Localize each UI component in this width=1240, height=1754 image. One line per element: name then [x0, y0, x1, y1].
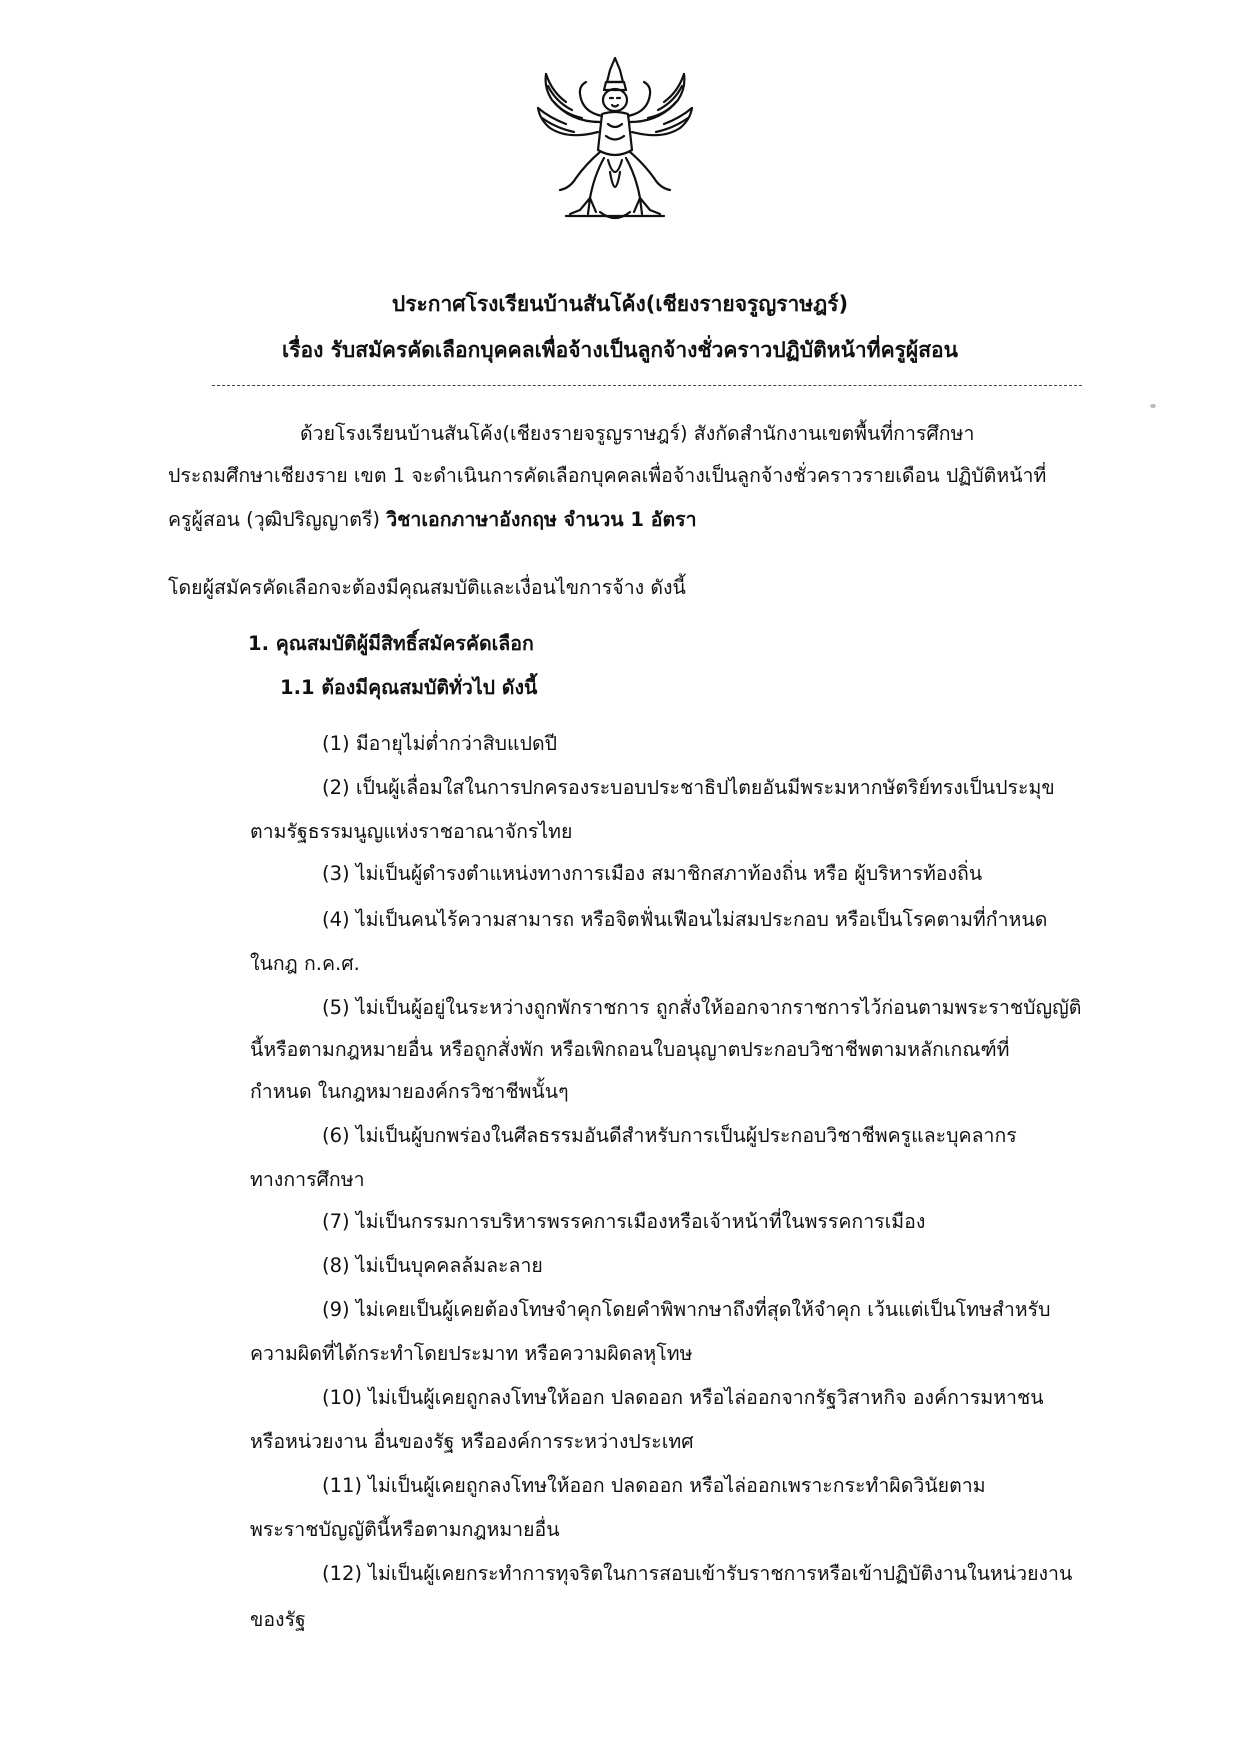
- intro-line-3-plain: ครูผู้สอน (วุฒิปริญญาตรี): [168, 508, 387, 531]
- section-1-1-heading: 1.1 ต้องมีคุณสมบัติทั่วไป ดังนี้: [280, 676, 538, 699]
- item-line: ทางการศึกษา: [250, 1168, 365, 1191]
- item-line: (10) ไม่เป็นผู้เคยถูกลงโทษให้ออก ปลดออก หรือไล่ออกจากรัฐวิสาหกิจ องค์การมหาชน: [322, 1386, 1044, 1409]
- item-line: หรือหน่วยงาน อื่นของรัฐ หรือองค์การระหว่างประเทศ: [250, 1430, 694, 1453]
- item-line: ของรัฐ: [250, 1608, 306, 1631]
- intro-line-3-bold: วิชาเอกภาษาอังกฤษ จำนวน 1 อัตรา: [386, 508, 697, 531]
- item-line: (1) มีอายุไม่ต่ำกว่าสิบแปดปี: [322, 732, 558, 755]
- garuda-emblem-icon: [530, 52, 700, 227]
- scan-speck: [1150, 404, 1156, 408]
- item-line: นี้หรือตามกฎหมายอื่น หรือถูกสั่งพัก หรือเพิกถอนใบอนุญาตประกอบวิชาชีพตามหลักเกณฑ์ที่: [250, 1038, 1010, 1061]
- item-line: (11) ไม่เป็นผู้เคยถูกลงโทษให้ออก ปลดออก หรือไล่ออกเพราะกระทำผิดวินัยตาม: [322, 1474, 986, 1497]
- item-line: ในกฎ ก.ค.ศ.: [250, 952, 360, 975]
- section-1-heading: 1. คุณสมบัติผู้มีสิทธิ์สมัครคัดเลือก: [248, 632, 534, 655]
- intro-line-1: ด้วยโรงเรียนบ้านสันโค้ง(เชียงรายจรูญราษฎร์) สังกัดสำนักงานเขตพื้นที่การศึกษา: [300, 422, 975, 445]
- intro-line-2: ประถมศึกษาเชียงราย เขต 1 จะดำเนินการคัดเลือกบุคคลเพื่อจ้างเป็นลูกจ้างชั่วคราวรายเดือน ปฏิบัติหน้าที่: [168, 464, 1047, 487]
- conditions-line: โดยผู้สมัครคัดเลือกจะต้องมีคุณสมบัติและเงื่อนไขการจ้าง ดังนี้: [168, 576, 686, 599]
- item-line: (2) เป็นผู้เลื่อมใสในการปกครองระบอบประชาธิปไตยอันมีพระมหากษัตริย์ทรงเป็นประมุข: [322, 776, 1055, 799]
- item-line: กำหนด ในกฎหมายองค์กรวิชาชีพนั้นๆ: [250, 1080, 569, 1103]
- announcement-title: ประกาศโรงเรียนบ้านสันโค้ง(เชียงรายจรูญราษฎร์): [391, 292, 849, 316]
- item-line: ความผิดที่ได้กระทำโดยประมาท หรือความผิดลหุโทษ: [250, 1342, 693, 1365]
- item-line: ตามรัฐธรรมนูญแห่งราชอาณาจักรไทย: [250, 820, 573, 843]
- item-line: (4) ไม่เป็นคนไร้ความสามารถ หรือจิตฟั่นเฟือนไม่สมประกอบ หรือเป็นโรคตามที่กำหนด: [322, 908, 1048, 931]
- item-line: (5) ไม่เป็นผู้อยู่ในระหว่างถูกพักราชการ ถูกสั่งให้ออกจากราชการไว้ก่อนตามพระราชบัญญัติ: [322, 996, 1082, 1019]
- item-line: พระราชบัญญัตินี้หรือตามกฎหมายอื่น: [250, 1518, 560, 1541]
- item-line: (6) ไม่เป็นผู้บกพร่องในศีลธรรมอันดีสำหรับการเป็นผู้ประกอบวิชาชีพครูและบุคลากร: [322, 1124, 1017, 1147]
- announcement-subject: เรื่อง รับสมัครคัดเลือกบุคคลเพื่อจ้างเป็นลูกจ้างชั่วคราวปฏิบัติหน้าที่ครูผู้สอน: [282, 338, 958, 362]
- item-line: (9) ไม่เคยเป็นผู้เคยต้องโทษจำคุกโดยคำพิพากษาถึงที่สุดให้จำคุก เว้นแต่เป็นโทษสำหรับ: [322, 1298, 1051, 1321]
- intro-line-3: [168, 510, 697, 530]
- item-line: (3) ไม่เป็นผู้ดำรงตำแหน่งทางการเมือง สมาชิกสภาท้องถิ่น หรือ ผู้บริหารท้องถิ่น: [322, 862, 983, 885]
- dashed-divider: [212, 385, 1082, 386]
- item-line: (7) ไม่เป็นกรรมการบริหารพรรคการเมืองหรือเจ้าหน้าที่ในพรรคการเมือง: [322, 1210, 926, 1233]
- item-line: (12) ไม่เป็นผู้เคยกระทำการทุจริตในการสอบเข้ารับราชการหรือเข้าปฏิบัติงานในหน่วยงาน: [322, 1562, 1073, 1585]
- item-line: (8) ไม่เป็นบุคคลล้มละลาย: [322, 1254, 543, 1277]
